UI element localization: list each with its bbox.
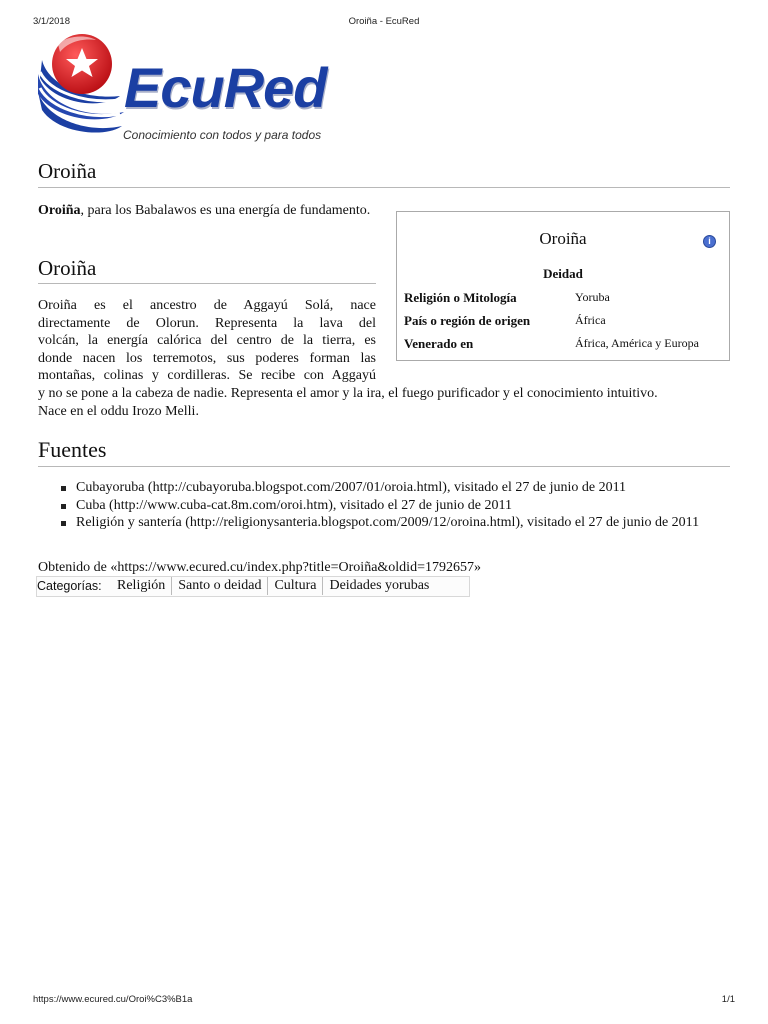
category-link[interactable]: Santo o deidad	[171, 577, 267, 595]
infobox-value: África, América y Europa	[575, 336, 699, 350]
paragraph-line: montañas, colinas y cordilleras. Se recibe con Aggayú	[38, 368, 376, 384]
paragraph-line: directamente de Olorun. Representa la lava del	[38, 315, 376, 331]
intro-paragraph	[38, 202, 376, 220]
list-item[interactable]	[56, 497, 736, 515]
ecured-logo[interactable]	[36, 30, 346, 150]
categories-box	[36, 576, 470, 597]
bullet-icon	[61, 486, 66, 491]
list-item[interactable]	[56, 514, 736, 532]
paragraph-line: volcán, la energía calórica del centro de la tierra, es	[38, 333, 376, 349]
paragraph-line: Nace en el oddu Irozo Melli.	[38, 403, 199, 419]
logo-tagline: Conocimiento con todos y para todos	[123, 128, 322, 142]
paragraph-line: y no se pone a la cabeza de nadie. Representa el amor y la ira, el fuego purificador y el conocimiento intuitivo.	[38, 385, 658, 401]
infobox-label: Venerado en	[404, 336, 474, 351]
fuentes-divider	[38, 466, 730, 467]
fuentes-list	[56, 479, 736, 532]
infobox-value: Yoruba	[575, 290, 610, 304]
source-text: Religión y santería (http://religionysanteria.blogspot.com/2009/12/oroina.html), visitado el 27 de junio de 2011	[76, 515, 700, 531]
bullet-icon	[61, 521, 66, 526]
category-link[interactable]: Deidades yorubas	[322, 577, 435, 595]
categories-label: Categorías:	[37, 579, 102, 593]
intro-bold-term: Oroiña	[38, 203, 81, 218]
infobox-value: África	[575, 313, 606, 327]
footer-page-number: 1/1	[721, 994, 735, 1005]
infobox-label: País o región de origen	[404, 313, 531, 328]
bullet-icon	[61, 504, 66, 509]
categories-list	[111, 577, 435, 595]
source-text: Cuba (http://www.cuba-cat.8m.com/oroi.htm), visitado el 27 de junio de 2011	[76, 497, 512, 513]
source-text: Cubayoruba (http://cubayoruba.blogspot.com/2007/01/oroia.html), visitado el 27 de junio de 2011	[76, 480, 627, 495]
footer-url: https://www.ecured.cu/Oroi%C3%B1a	[33, 994, 193, 1005]
infobox-title: Oroiña	[539, 229, 587, 248]
paragraph-line: donde nacen los terremotos, sus poderes forman las	[38, 350, 376, 366]
intro-text: , para los Babalawos es una energía de fundamento.	[80, 203, 371, 218]
page-title: Oroiña	[38, 159, 97, 183]
section-divider	[38, 283, 376, 284]
fuentes-heading: Fuentes	[38, 437, 107, 462]
retrieved-from[interactable]: Obtenido de «https://www.ecured.cu/index.php?title=Oroiña&oldid=1792657»	[38, 560, 481, 575]
print-title: Oroiña - EcuRed	[348, 16, 420, 27]
paragraph-line: Oroiña es el ancestro de Aggayú Solá, nace	[38, 298, 376, 313]
title-divider	[38, 187, 730, 188]
print-date: 3/1/2018	[33, 16, 70, 27]
section-heading: Oroiña	[38, 256, 97, 280]
category-link[interactable]: Religión	[117, 578, 166, 593]
print-footer	[0, 994, 768, 1008]
category-link[interactable]: Cultura	[267, 577, 322, 595]
section-paragraph	[38, 297, 730, 420]
info-icon[interactable]: i	[703, 235, 716, 248]
infobox-label: Religión o Mitología	[404, 290, 517, 305]
list-item[interactable]	[56, 479, 736, 497]
infobox-subtitle: Deidad	[543, 266, 583, 281]
print-header	[0, 16, 768, 30]
logo-wordmark: EcuRed	[124, 56, 327, 119]
